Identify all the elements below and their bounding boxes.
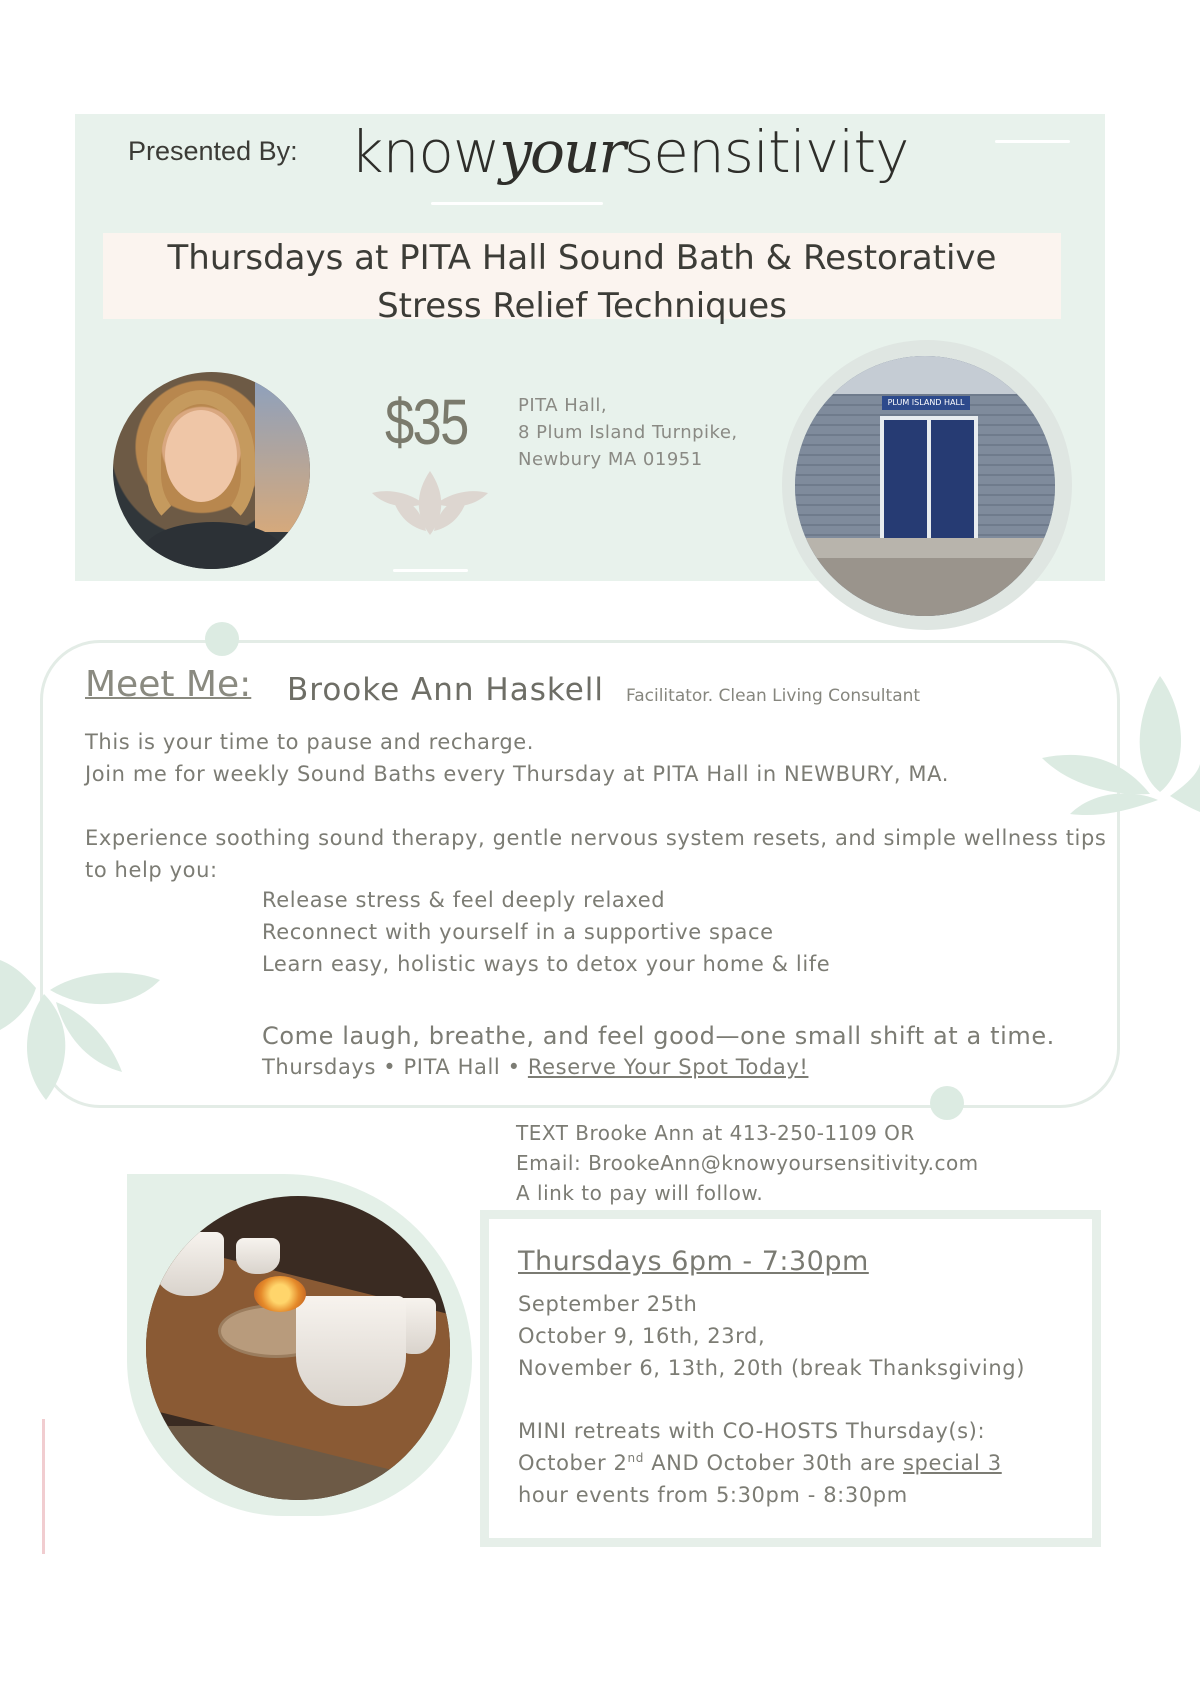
price: $35 — [385, 386, 468, 458]
mini-date: October 2 — [518, 1451, 628, 1475]
host-name: Brooke Ann Haskell — [287, 672, 604, 708]
schedule-date: November 6, 13th, 20th (break Thanksgiving) — [518, 1356, 1025, 1380]
decorative-line — [393, 569, 468, 572]
address-line: PITA Hall, — [518, 395, 608, 416]
text-contact: TEXT Brooke Ann at 413-250-1109 OR — [516, 1121, 915, 1145]
ordinal-suffix: nd — [627, 1451, 644, 1465]
decorative-line — [42, 1419, 45, 1554]
schedule-date: September 25th — [518, 1292, 698, 1316]
leaf-decoration-icon — [1040, 672, 1200, 822]
venue-sign: PLUM ISLAND HALL — [882, 396, 970, 410]
brand-know: know — [350, 118, 500, 186]
mini-text: AND October 30th are — [643, 1451, 904, 1475]
mini-retreat-line — [518, 1451, 1002, 1475]
cta-line — [262, 1055, 808, 1079]
address-line: 8 Plum Island Turnpike, — [518, 422, 738, 443]
venue-photo — [795, 356, 1055, 616]
schedule-date: October 9, 16th, 23rd, — [518, 1324, 766, 1348]
sound-bowls-photo — [146, 1196, 450, 1500]
reserve-link[interactable]: Reserve Your Spot Today! — [527, 1055, 809, 1079]
experience-line: to help you: — [85, 858, 218, 882]
event-title-line1: Thursdays at PITA Hall Sound Bath & Restorative — [167, 238, 997, 278]
schedule-heading: Thursdays 6pm - 7:30pm — [518, 1246, 869, 1277]
brand-logo — [350, 118, 908, 186]
leaf-decoration-icon — [0, 950, 165, 1100]
intro-line: Join me for weekly Sound Baths every Thursday at PITA Hall in NEWBURY, MA. — [85, 762, 949, 786]
host-portrait-photo — [113, 372, 310, 569]
brand-sensitivity: sensitivity — [624, 118, 909, 186]
experience-line: Experience soothing sound therapy, gentle nervous system resets, and simple wellness tips — [85, 826, 1107, 850]
brand-your: your — [499, 118, 625, 186]
email-contact: Email: BrookeAnn@knowyoursensitivity.com — [516, 1151, 979, 1175]
mini-retreat-line: hour events from 5:30pm - 8:30pm — [518, 1483, 908, 1507]
cta-prefix: Thursdays • PITA Hall • — [262, 1055, 528, 1079]
venue-address — [518, 392, 738, 473]
meet-heading: Meet Me: — [85, 664, 252, 705]
benefit-item: Release stress & feel deeply relaxed — [262, 888, 666, 912]
lotus-icon — [370, 465, 490, 537]
decorative-dot — [930, 1086, 964, 1120]
address-line: Newbury MA 01951 — [518, 449, 703, 470]
host-role: Facilitator. Clean Living Consultant — [626, 686, 921, 706]
event-title — [103, 233, 1061, 326]
event-title-line2: Stress Relief Techniques — [377, 286, 787, 326]
payment-note: A link to pay will follow. — [516, 1181, 764, 1205]
decorative-dot — [205, 622, 239, 656]
decorative-line — [431, 202, 603, 205]
presented-by-label: Presented By: — [128, 136, 298, 166]
decorative-line — [995, 140, 1070, 143]
benefit-item: Learn easy, holistic ways to detox your home & life — [262, 952, 831, 976]
closing-line: Come laugh, breathe, and feel good—one small shift at a time. — [262, 1022, 1055, 1050]
intro-line: This is your time to pause and recharge. — [85, 730, 535, 754]
mini-retreat-line: MINI retreats with CO-HOSTS Thursday(s): — [518, 1419, 986, 1443]
special-event-text: special 3 — [903, 1451, 1002, 1475]
benefit-item: Reconnect with yourself in a supportive space — [262, 920, 774, 944]
